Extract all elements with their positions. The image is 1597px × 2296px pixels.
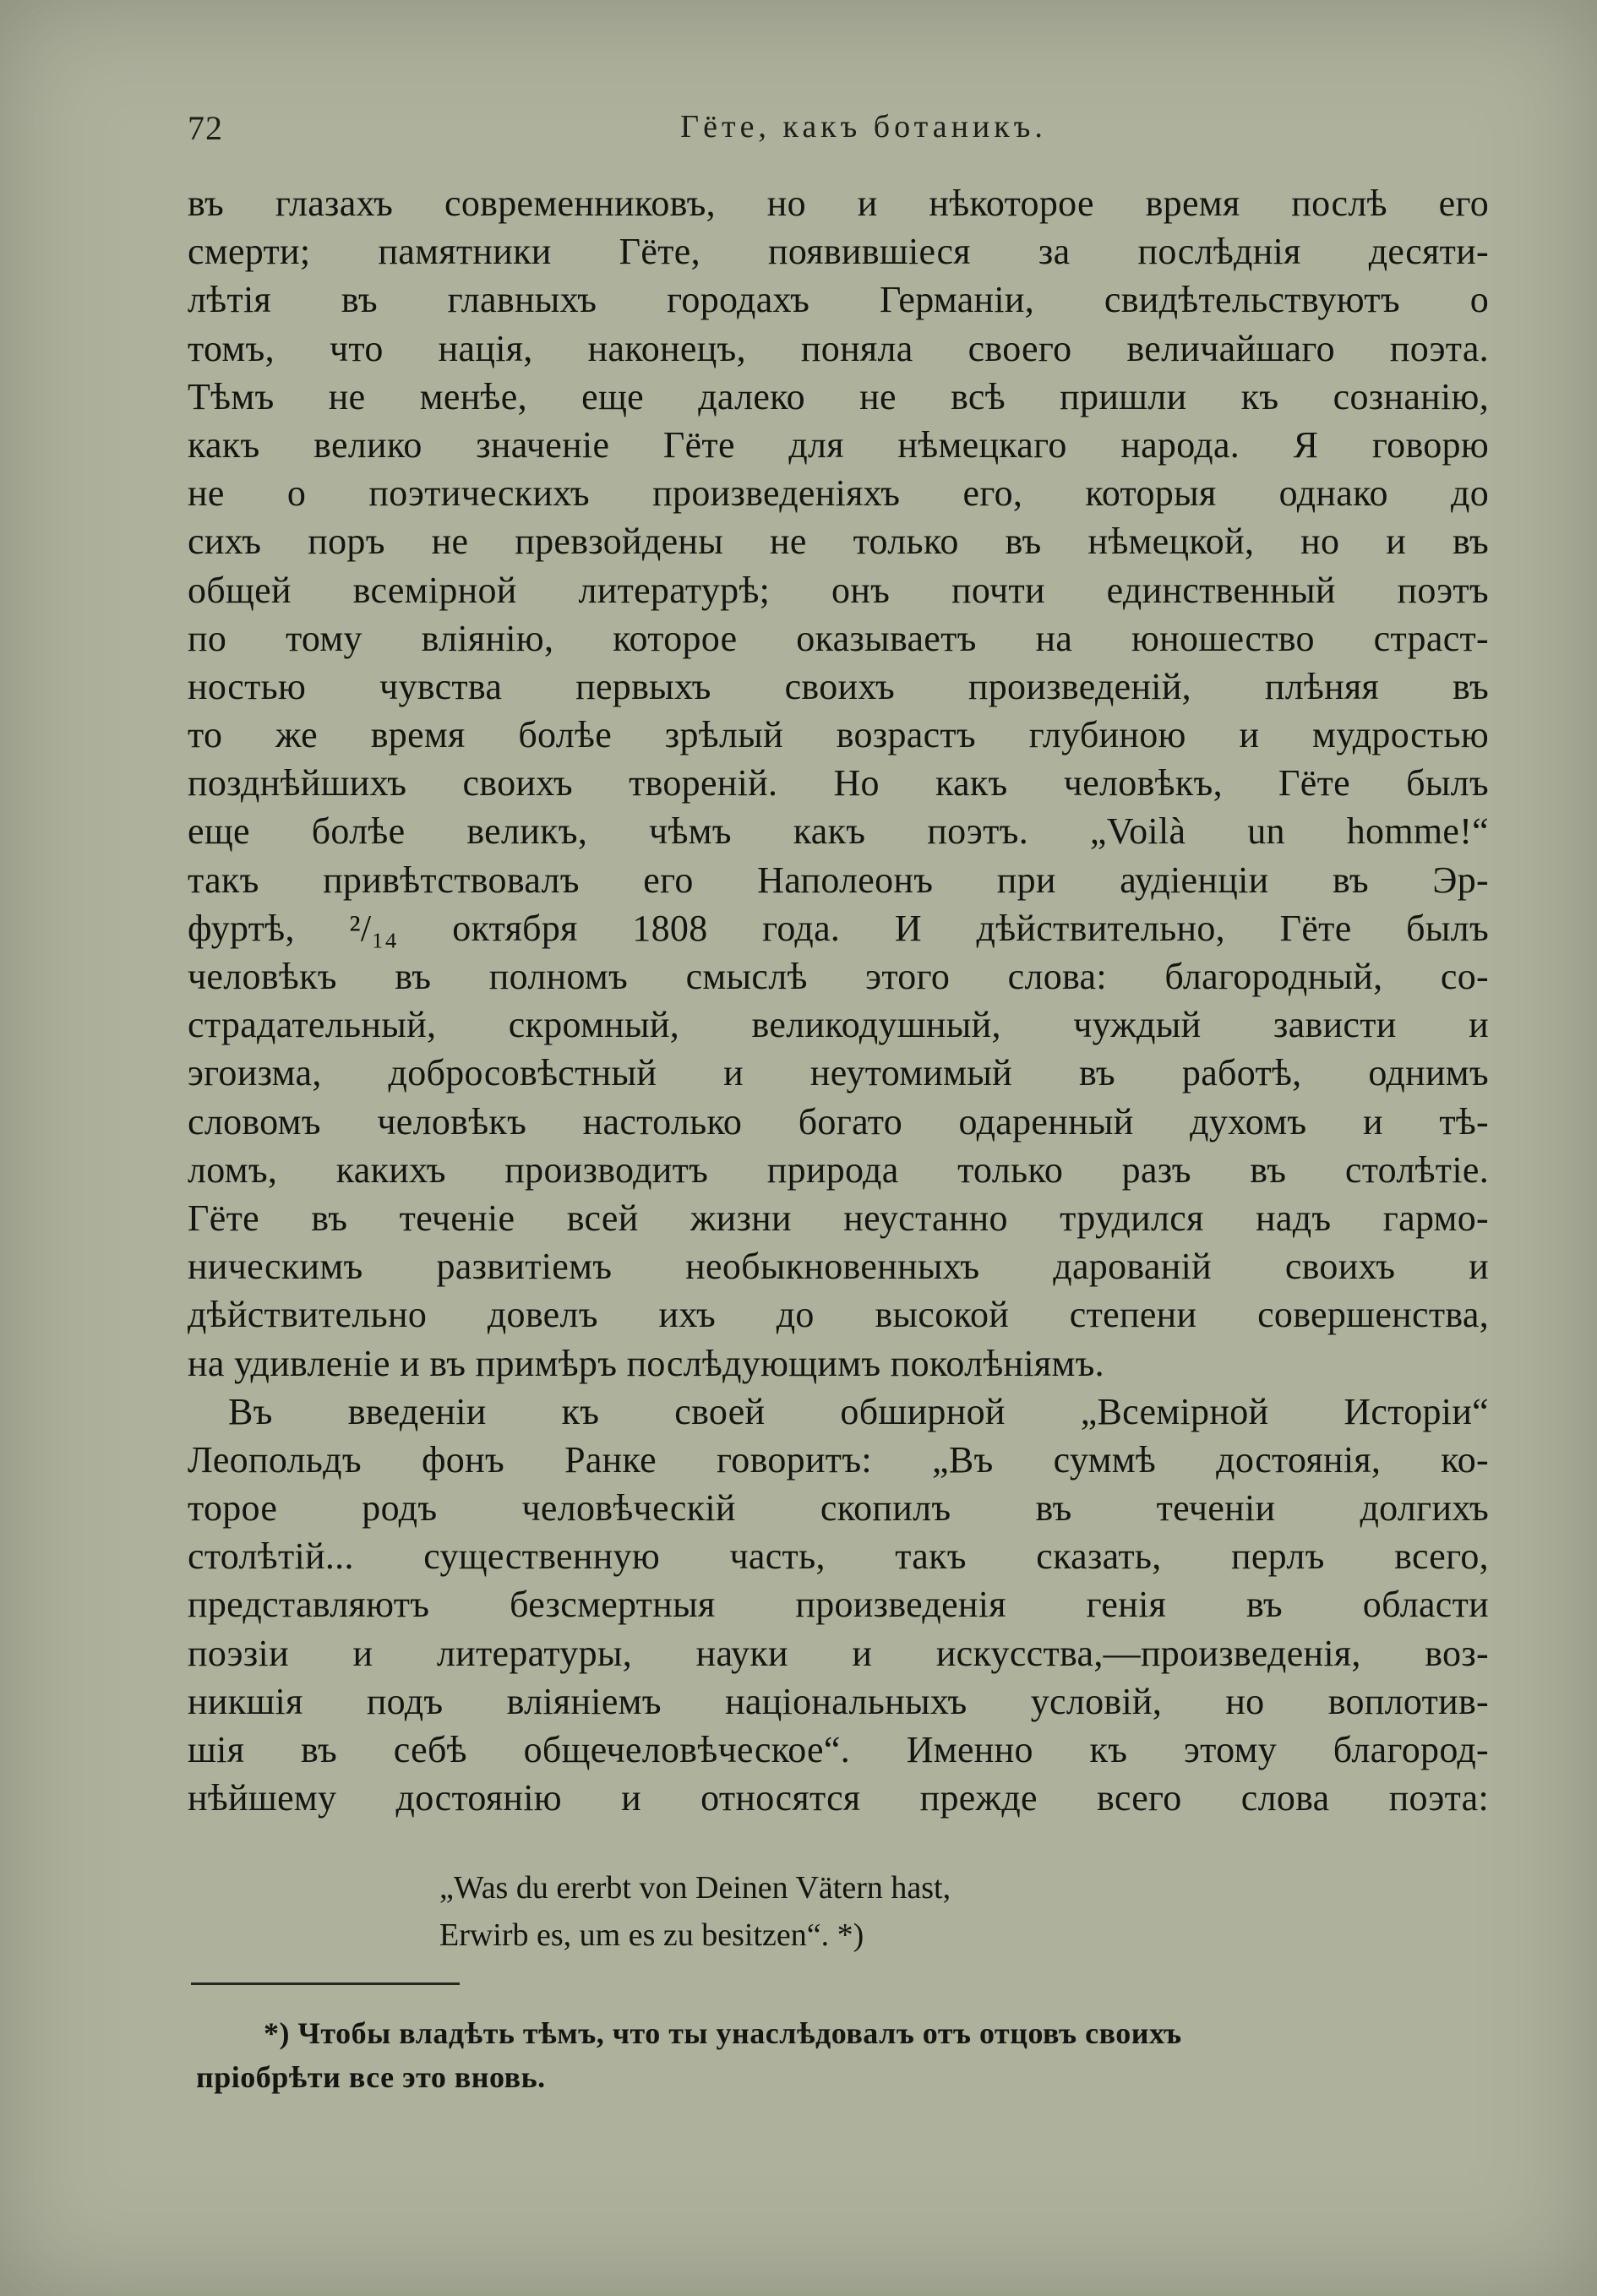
text-line: Въ введеніи къ своей обширной „Всемірной Исторіи“ [228, 1390, 1489, 1432]
text-line: смерти; памятники Гёте, появившіеся за послѣднія десяти- [188, 231, 1489, 273]
text-line: Леопольдъ фонъ Ранке говоритъ: „Въ суммѣ достоянія, ко- [188, 1438, 1489, 1481]
body-text [188, 179, 1489, 1822]
text-line: шія въ себѣ общечеловѣческое“. Именно къ этому благород- [188, 1729, 1489, 1770]
text-line: общей всемірной литературѣ; онъ почти единственный поэтъ [188, 569, 1489, 611]
text-line: столѣтій... существенную часть, такъ сказать, перлъ всего, [188, 1535, 1489, 1578]
text-line: какъ велико значеніе Гёте для нѣмецкаго народа. Я говорю [188, 423, 1489, 466]
text-line: никшія подъ вліяніемъ національныхъ условій, но воплотив- [188, 1680, 1489, 1722]
text-line: на удивленіе и въ примѣръ послѣдующимъ поколѣніямъ. [188, 1342, 1104, 1384]
text-line: торое родъ человѣческій скопилъ въ теченіи долгихъ [188, 1487, 1489, 1530]
text-line: словомъ человѣкъ настолько богато одаренный духомъ и тѣ- [188, 1100, 1489, 1143]
footnote [188, 2011, 1489, 2099]
text-line: представляютъ безсмертныя произведенія генія въ области [188, 1584, 1489, 1626]
paragraph-2 [188, 1388, 1489, 1823]
footnote-divider [191, 1982, 460, 1985]
text-line: Гёте въ теченіе всей жизни неустанно трудился надъ гармо- [188, 1197, 1489, 1239]
text-line: человѣкъ въ полномъ смыслѣ этого слова: благородный, со- [188, 956, 1489, 997]
text-line: нѣйшему достоянію и относятся прежде всего слова поэта: [188, 1777, 1489, 1819]
running-title: Гёте, какъ ботаникъ. [680, 109, 1047, 145]
footnote-line: *) Чтобы владѣть тѣмъ, что ты унаслѣдовалъ отъ отцовъ своихъ [264, 2016, 1182, 2050]
page-number: 72 [188, 109, 223, 147]
text-line: лѣтія въ главныхъ городахъ Германіи, свидѣтельствуютъ о [188, 279, 1489, 321]
footnote-line: пріобрѣти все это вновь. [196, 2060, 546, 2094]
text-line: эгоизма, добросовѣстный и неутомимый въ работѣ, однимъ [188, 1052, 1489, 1094]
text-line: ническимъ развитіемъ необыкновенныхъ дарованій своихъ и [188, 1246, 1489, 1288]
text-line: позднѣйшихъ своихъ твореній. Но какъ человѣкъ, Гёте былъ [188, 762, 1489, 804]
text-line: фуртѣ, ²/₁₄ октября 1808 года. И дѣйствительно, Гёте былъ [188, 907, 1489, 949]
text-line: томъ, что нація, наконецъ, поняла своего величайшаго поэта. [188, 327, 1489, 369]
poem-quote [439, 1864, 1369, 1959]
text-line: еще болѣе великъ, чѣмъ какъ поэтъ. „Voilà un homme!“ [188, 810, 1489, 853]
text-line: страдательный, скромный, великодушный, чуждый зависти и [188, 1004, 1489, 1046]
running-head [188, 108, 1489, 159]
text-line: поэзіи и литературы, науки и искусства,—произведенія, воз- [188, 1632, 1489, 1674]
text-line: въ глазахъ современниковъ, но и нѣкоторое время послѣ его [188, 183, 1489, 224]
text-line: по тому вліянію, которое оказываетъ на юношество страст- [188, 617, 1489, 659]
text-line: такъ привѣтствовалъ его Наполеонъ при аудіенціи въ Эр- [188, 859, 1489, 901]
text-line: Тѣмъ не менѣе, еще далеко не всѣ пришли къ сознанію, [188, 375, 1489, 417]
text-line: то же время болѣе зрѣлый возрастъ глубиною и мудростью [188, 714, 1489, 756]
text-line: сихъ поръ не превзойдены не только въ нѣмецкой, но и въ [188, 521, 1489, 563]
poem-line: Erwirb es, um es zu besitzen“. *) [439, 1917, 864, 1953]
paragraph-1 [188, 179, 1489, 1388]
poem-line: „Was du ererbt von Deinen Vätern hast, [439, 1870, 951, 1906]
text-line: не о поэтическихъ произведеніяхъ его, которыя однако до [188, 472, 1489, 515]
text-line: дѣйствительно довелъ ихъ до высокой степени совершенства, [188, 1294, 1489, 1336]
text-line: ломъ, какихъ производитъ природа только разъ въ столѣтіе. [188, 1148, 1489, 1191]
text-line: ностью чувства первыхъ своихъ произведеній, плѣняя въ [188, 665, 1489, 707]
